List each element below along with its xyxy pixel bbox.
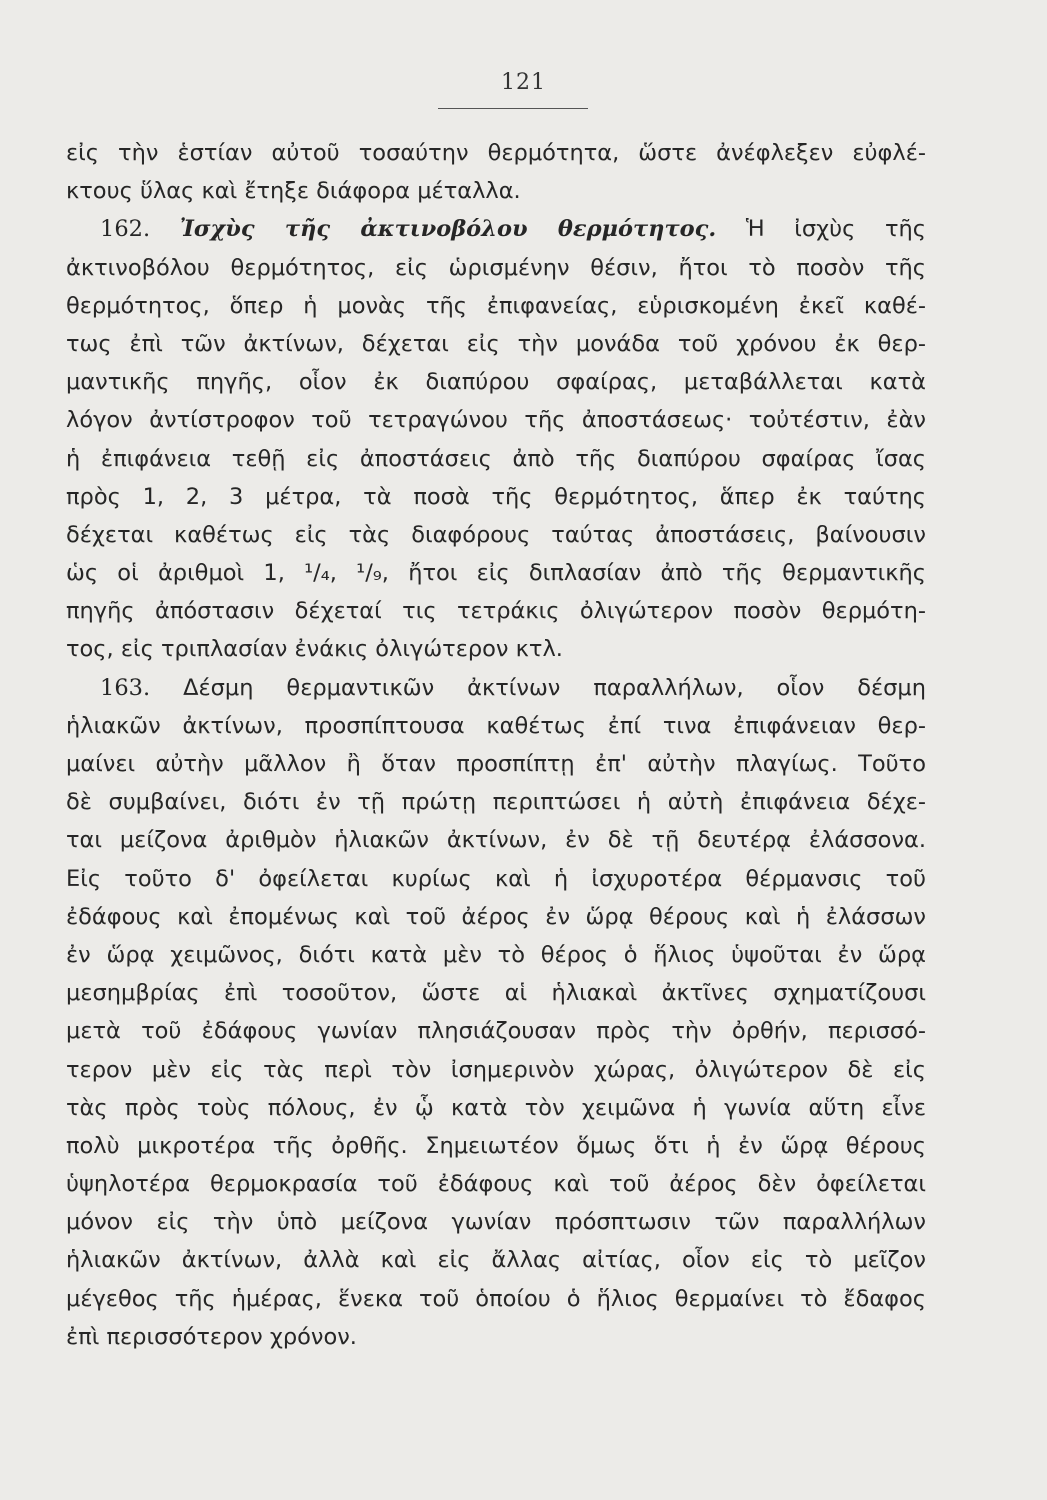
section-163-first-line xyxy=(66,669,926,707)
text-line: τως ἐπὶ τῶν ἀκτίνων, δέχεται εἰς τὴν μονάδα τοῦ χρόνου ἐκ θερ- xyxy=(66,330,926,357)
text-line: ἀκτινοβόλου θερμότητος, εἰς ὡρισμένην θέσιν, ἤτοι τὸ ποσὸν τῆς xyxy=(66,254,926,281)
body-text xyxy=(66,134,926,1356)
section-162-first-line xyxy=(66,210,926,248)
text-line: πηγῆς ἀπόστασιν δέχεταί τις τετράκις ὀλιγώτερον ποσὸν θερμότη- xyxy=(66,598,926,625)
section-text: Ἡ ἰσχὺς τῆς xyxy=(745,216,927,243)
text-line: ἡ ἐπιφάνεια τεθῇ εἰς ἀποστάσεις ἀπὸ τῆς διαπύρου σφαίρας ἴσας xyxy=(66,445,926,472)
text-line: πολὺ μικροτέρα τῆς ὀρθῆς. Σημειωτέον ὅμως ὅτι ἡ ἐν ὥρᾳ θέρους xyxy=(66,1132,926,1159)
section-number: 162. xyxy=(100,216,151,243)
text-line: μέγεθος τῆς ἡμέρας, ἕνεκα τοῦ ὁποίου ὁ ἥλιος θερμαίνει τὸ ἔδαφος xyxy=(66,1285,926,1312)
text-line: τὰς πρὸς τοὺς πόλους, ἐν ᾧ κατὰ τὸν χειμῶνα ἡ γωνία αὕτη εἶνε xyxy=(66,1094,926,1121)
text-line: πρὸς 1, 2, 3 μέτρα, τὰ ποσὰ τῆς θερμότητος, ἅπερ ἐκ ταύτης xyxy=(66,483,926,510)
page-number: 121 xyxy=(501,70,546,95)
text-line: μαίνει αὐτὴν μᾶλλον ἢ ὅταν προσπίπτῃ ἐπ' αὐτὴν πλαγίως. Τοῦτο xyxy=(66,751,926,777)
text-line: μαντικῆς πηγῆς, οἷον ἐκ διαπύρου σφαίρας, μεταβάλλεται κατὰ xyxy=(66,369,926,396)
section-heading: Ἰσχὺς τῆς ἀκτινοβόλου θερμότητος. xyxy=(179,216,717,243)
text-line: ὑψηλοτέρα θερμοκρασία τοῦ ἐδάφους καὶ τοῦ ἀέρος δὲν ὀφείλεται xyxy=(66,1171,926,1198)
text-line: κτους ὕλας καὶ ἔτηξε διάφορα μέταλλα. xyxy=(66,178,521,205)
text-line: εἰς τὴν ἑστίαν αὐτοῦ τοσαύτην θερμότητα, ὥστε ἀνέφλεξεν εὐφλέ- xyxy=(66,140,926,166)
text-line: Εἰς τοῦτο δ' ὀφείλεται κυρίως καὶ ἡ ἰσχυροτέρα θέρμανσις τοῦ xyxy=(66,865,926,892)
text-line: μετὰ τοῦ ἐδάφους γωνίαν πλησιάζουσαν πρὸς τὴν ὀρθήν, περισσό- xyxy=(66,1018,926,1045)
text-line: ται μείζονα ἀριθμὸν ἡλιακῶν ἀκτίνων, ἐν δὲ τῇ δευτέρᾳ ἐλάσσονα. xyxy=(66,827,926,854)
text-line: ἡλιακῶν ἀκτίνων, προσπίπτουσα καθέτως ἐπί τινα ἐπιφάνειαν θερ- xyxy=(66,712,926,739)
text-line: λόγον ἀντίστροφον τοῦ τετραγώνου τῆς ἀποστάσεως· τοὐτέστιν, ἐὰν xyxy=(66,407,926,434)
text-line: δὲ συμβαίνει, διότι ἐν τῇ πρώτῃ περιπτώσει ἡ αὐτὴ ἐπιφάνεια δέχε- xyxy=(66,789,926,816)
text-line: ἐδάφους καὶ ἐπομένως καὶ τοῦ ἀέρος ἐν ὥρᾳ θέρους καὶ ἡ ἐλάσσων xyxy=(66,903,926,930)
text-line: μεσημβρίας ἐπὶ τοσοῦτον, ὥστε αἱ ἡλιακαὶ ἀκτῖνες σχηματίζουσι xyxy=(66,980,926,1007)
text-line: τος, εἰς τριπλασίαν ἐνάκις ὀλιγώτερον κτλ. xyxy=(66,636,563,663)
text-line: ἡλιακῶν ἀκτίνων, ἀλλὰ καὶ εἰς ἄλλας αἰτίας, οἷον εἰς τὸ μεῖζον xyxy=(66,1247,926,1274)
text-line: ὡς οἱ ἀριθμοὶ 1, ¹/₄, ¹/₉, ἤτοι εἰς διπλασίαν ἀπὸ τῆς θερμαντικῆς xyxy=(66,560,926,587)
text-line: ἐπὶ περισσότερον χρόνον. xyxy=(66,1323,357,1350)
text-line: θερμότητος, ὅπερ ἡ μονὰς τῆς ἐπιφανείας, εὑρισκομένη ἐκεῖ καθέ- xyxy=(66,292,926,319)
section-text: Δέσμη θερμαντικῶν ἀκτίνων παραλλήλων, οἷον δέσμη xyxy=(183,674,926,701)
text-line: ἐν ὥρᾳ χειμῶνος, διότι κατὰ μὲν τὸ θέρος ὁ ἥλιος ὑψοῦται ἐν ὥρᾳ xyxy=(66,941,926,968)
text-line: δέχεται καθέτως εἰς τὰς διαφόρους ταύτας ἀποστάσεις, βαίνουσιν xyxy=(66,521,926,548)
section-number: 163. xyxy=(100,674,151,701)
header-rule xyxy=(438,108,588,109)
text-line: μόνον εἰς τὴν ὑπὸ μείζονα γωνίαν πρόσπτωσιν τῶν παραλλήλων xyxy=(66,1209,926,1236)
text-line: τερον μὲν εἰς τὰς περὶ τὸν ἰσημερινὸν χώρας, ὀλιγώτερον δὲ εἰς xyxy=(66,1056,926,1083)
